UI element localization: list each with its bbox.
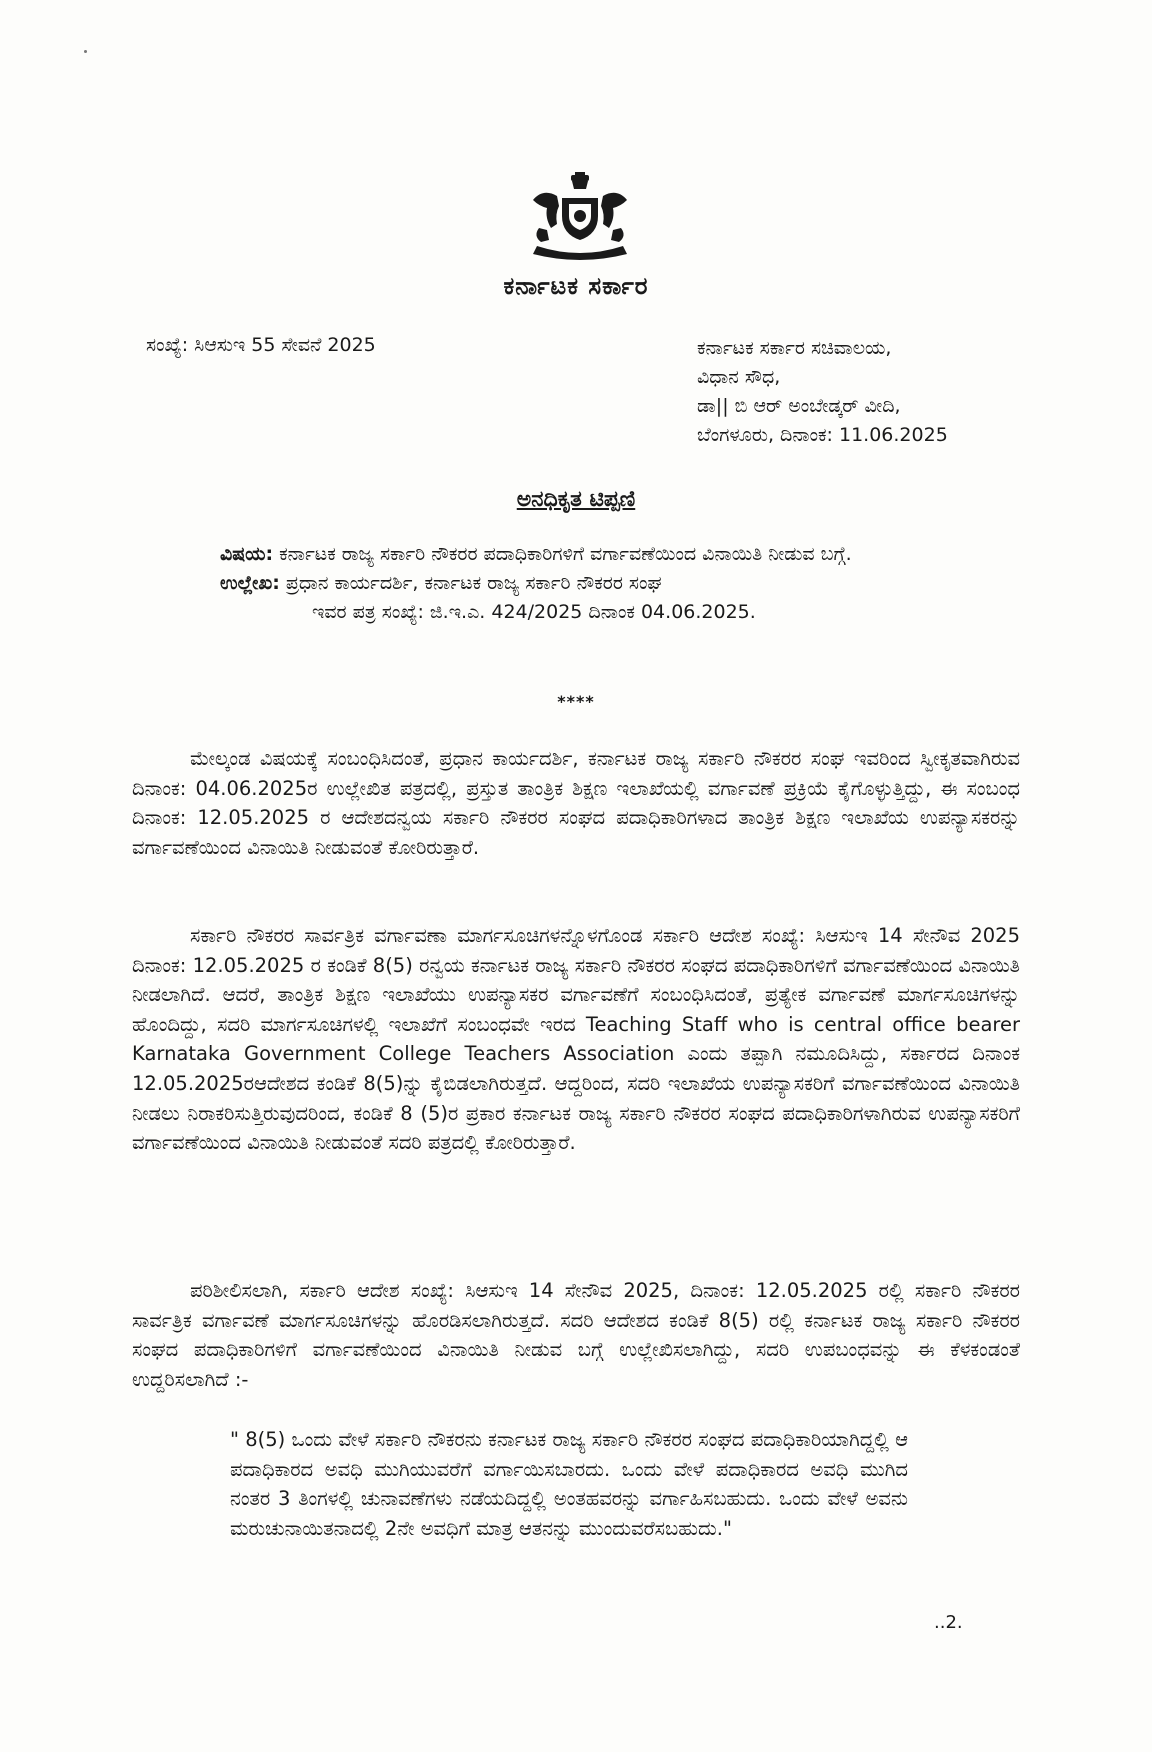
subject-text: ಕರ್ನಾಟಕ ರಾಜ್ಯ ಸರ್ಕಾರಿ ನೌಕರರ ಪದಾಧಿಕಾರಿಗಳಿಗೆ ವರ್ಗಾವಣೆಯಿಂದ ವಿನಾಯಿತಿ ನೀಡುವ ಬಗ್ಗೆ.: [279, 543, 852, 565]
subject-reference-block: [220, 540, 1020, 627]
body-paragraph-2: ಸರ್ಕಾರಿ ನೌಕರರ ಸಾರ್ವತ್ರಿಕ ವರ್ಗಾವಣಾ ಮಾರ್ಗಸೂಚಿಗಳನ್ನೊಳಗೊಂಡ ಸರ್ಕಾರಿ ಆದೇಶ ಸಂಖ್ಯೆ: ಸಿಆಸುಇ 14 ಸೇನೌವ 2025 ದಿನಾಂಕ: 12.05.2025 ರ ಕಂಡಿಕೆ 8(5) ರನ್ವಯ ಕರ್ನಾಟಕ ರಾಜ್ಯ ಸರ್ಕಾರಿ ನೌಕರರ ಸಂಘದ ಪದಾಧಿಕಾರಿಗಳಿಗೆ ವರ್ಗಾವಣೆಯಿಂದ ವಿನಾಯಿತಿ ನೀಡಲಾಗಿದೆ. ಆದರೆ, ತಾಂತ್ರಿಕ ಶಿಕ್ಷಣ ಇಲಾಖೆಯು ಉಪನ್ಯಾಸಕರ ವರ್ಗಾವಣೆಗೆ ಸಂಬಂಧಿಸಿದಂತೆ, ಪ್ರತ್ಯೇಕ ವರ್ಗಾವಣೆ ಮಾರ್ಗಸೂಚಿಗಳನ್ನು ಹೊಂದಿದ್ದು, ಸದರಿ ಮಾರ್ಗಸೂಚಿಗಳಲ್ಲಿ ಇಲಾಖೆಗೆ ಸಂಬಂಧವೇ ಇರದ Teaching Staff who is central office bearer Karnataka Government College Teachers Association ಎಂದು ತಪ್ಪಾಗಿ ನಮೂದಿಸಿದ್ದು, ಸರ್ಕಾರದ ದಿನಾಂಕ 12.05.2025ರಆದೇಶದ ಕಂಡಿಕೆ 8(5)ನ್ನು ಕೈಬಿಡಲಾಗಿರುತ್ತದೆ. ಆದ್ದರಿಂದ, ಸದರಿ ಇಲಾಖೆಯ ಉಪನ್ಯಾಸಕರಿಗೆ ವರ್ಗಾವಣೆಯಿಂದ ವಿನಾಯಿತಿ ನೀಡಲು ನಿರಾಕರಿಸುತ್ತಿರುವುದರಿಂದ, ಕಂಡಿಕೆ 8 (5)ರ ಪ್ರಕಾರ ಕರ್ನಾಟಕ ರಾಜ್ಯ ಸರ್ಕಾರಿ ನೌಕರರ ಸಂಘದ ಪದಾಧಿಕಾರಿಗಳಾಗಿರುವ ಉಪನ್ಯಾಸಕರಿಗೆ ವರ್ಗಾವಣೆಯಿಂದ ವಿನಾಯಿತಿ ನೀಡುವಂತೆ ಸದರಿ ಪತ್ರದಲ್ಲಿ ಕೋರಿರುತ್ತಾರೆ.: [132, 924, 1020, 1155]
reference-label: ಉಲ್ಲೇಖ:: [220, 572, 280, 594]
address-line-building: ವಿಧಾನ ಸೌಧ,: [697, 366, 781, 388]
section-separator: ****: [557, 692, 595, 711]
subject-label: ವಿಷಯ:: [220, 543, 274, 565]
body-paragraph-3: ಪರಿಶೀಲಿಸಲಾಗಿ, ಸರ್ಕಾರಿ ಆದೇಶ ಸಂಖ್ಯೆ: ಸಿಆಸುಇ 14 ಸೇನೌವ 2025, ದಿನಾಂಕ: 12.05.2025 ರಲ್ಲಿ ಸರ್ಕಾರಿ ನೌಕರರ ಸಾರ್ವತ್ರಿಕ ವರ್ಗಾವಣೆ ಮಾರ್ಗಸೂಚಿಗಳನ್ನು ಹೊರಡಿಸಲಾಗಿರುತ್ತದೆ. ಸದರಿ ಆದೇಶದ ಕಂಡಿಕೆ 8(5) ರಲ್ಲಿ ಕರ್ನಾಟಕ ರಾಜ್ಯ ಸರ್ಕಾರಿ ನೌಕರರ ಸಂಘದ ಪದಾಧಿಕಾರಿಗಳಿಗೆ ವರ್ಗಾವಣೆಯಿಂದ ವಿನಾಯಿತಿ ನೀಡುವ ಬಗ್ಗೆ ಉಲ್ಲೇಖಿಸಲಾಗಿದ್ದು, ಸದರಿ ಉಪಬಂಧವನ್ನು ಈ ಕೆಳಕಂಡಂತೆ ಉದ್ದರಿಸಲಾಗಿದೆ :-: [132, 1279, 1020, 1391]
document-heading: ಅನಧಿಕೃತ ಟಿಪ್ಪಣಿ: [516, 487, 636, 512]
reference-row: [220, 569, 1020, 598]
government-title: ಕರ್ನಾಟಕ ಸರ್ಕಾರ: [503, 272, 649, 300]
address-line-street: ಡಾ|| ಬಿ ಆರ್ ಅಂಬೇಡ್ಕರ್ ವೀದಿ,: [697, 395, 901, 417]
address-line-secretariat: ಕರ್ನಾಟಕ ಸರ್ಕಾರ ಸಚಿವಾಲಯ,: [697, 337, 892, 359]
karnataka-emblem-icon: [525, 170, 635, 260]
body-paragraph-1: ಮೇಲ್ಕಂಡ ವಿಷಯಕ್ಕೆ ಸಂಬಂಧಿಸಿದಂತೆ, ಪ್ರಧಾನ ಕಾರ್ಯದರ್ಶಿ, ಕರ್ನಾಟಕ ರಾಜ್ಯ ಸರ್ಕಾರಿ ನೌಕರರ ಸಂಘ ಇವರಿಂದ ಸ್ವೀಕೃತವಾಗಿರುವ ದಿನಾಂಕ: 04.06.2025ರ ಉಲ್ಲೇಖಿತ ಪತ್ರದಲ್ಲಿ, ಪ್ರಸ್ತುತ ತಾಂತ್ರಿಕ ಶಿಕ್ಷಣ ಇಲಾಖೆಯಲ್ಲಿ ವರ್ಗಾವಣೆ ಪ್ರಕ್ರಿಯೆ ಕೈಗೊಳ್ಳುತ್ತಿದ್ದು, ಈ ಸಂಬಂಧ ದಿನಾಂಕ: 12.05.2025 ರ ಆದೇಶದನ್ವಯ ಸರ್ಕಾರಿ ನೌಕರರ ಸಂಘದ ಪದಾಧಿಕಾರಿಗಳಾದ ತಾಂತ್ರಿಕ ಶಿಕ್ಷಣ ಇಲಾಖೆಯ ಉಪನ್ಯಾಸಕರನ್ನು ವರ್ಗಾವಣೆಯಿಂದ ವಿನಾಯಿತಿ ನೀಡುವಂತೆ ಕೋರಿರುತ್ತಾರೆ.: [132, 747, 1020, 859]
reference-number: ಸಂಖ್ಯೆ: ಸಿಆಸುಇ 55 ಸೇವನೆ 2025: [146, 334, 376, 356]
sender-address: [697, 334, 948, 450]
page-number: ..2.: [934, 1612, 963, 1633]
scan-speck: [84, 50, 87, 53]
subject-row: [220, 540, 1020, 569]
reference-line-2: ಇವರ ಪತ್ರ ಸಂಖ್ಯೆ: ಜಿ.ಇ.ಎ. 424/2025 ದಿನಾಂಕ 04.06.2025.: [312, 601, 756, 623]
address-line-city-date: ಬೆಂಗಳೂರು, ದಿನಾಂಕ: 11.06.2025: [697, 424, 948, 446]
reference-line-1: ಪ್ರಧಾನ ಕಾರ್ಯದರ್ಶಿ, ಕರ್ನಾಟಕ ರಾಜ್ಯ ಸರ್ಕಾರಿ ನೌಕರರ ಸಂಘ: [285, 572, 662, 594]
quoted-provision: " 8(5) ಒಂದು ವೇಳೆ ಸರ್ಕಾರಿ ನೌಕರನು ಕರ್ನಾಟಕ ರಾಜ್ಯ ಸರ್ಕಾರಿ ನೌಕರರ ಸಂಘದ ಪದಾಧಿಕಾರಿಯಾಗಿದ್ದಲ್ಲಿ ಆ ಪದಾಧಿಕಾರದ ಅವಧಿ ಮುಗಿಯುವರೆಗೆ ವರ್ಗಾಯಿಸಬಾರದು. ಒಂದು ವೇಳೆ ಪದಾಧಿಕಾರದ ಅವಧಿ ಮುಗಿದ ನಂತರ 3 ತಿಂಗಳಲ್ಲಿ ಚುನಾವಣೆಗಳು ನಡೆಯದಿದ್ದಲ್ಲಿ ಅಂತಹವರನ್ನು ವರ್ಗಾಹಿಸಬಹುದು. ಒಂದು ವೇಳೆ ಅವನು ಮರುಚುನಾಯಿತನಾದಲ್ಲಿ 2ನೇ ಅವಧಿಗೆ ಮಾತ್ರ ಆತನನ್ನು ಮುಂದುವರೆಸಬಹುದು.": [230, 1428, 908, 1540]
